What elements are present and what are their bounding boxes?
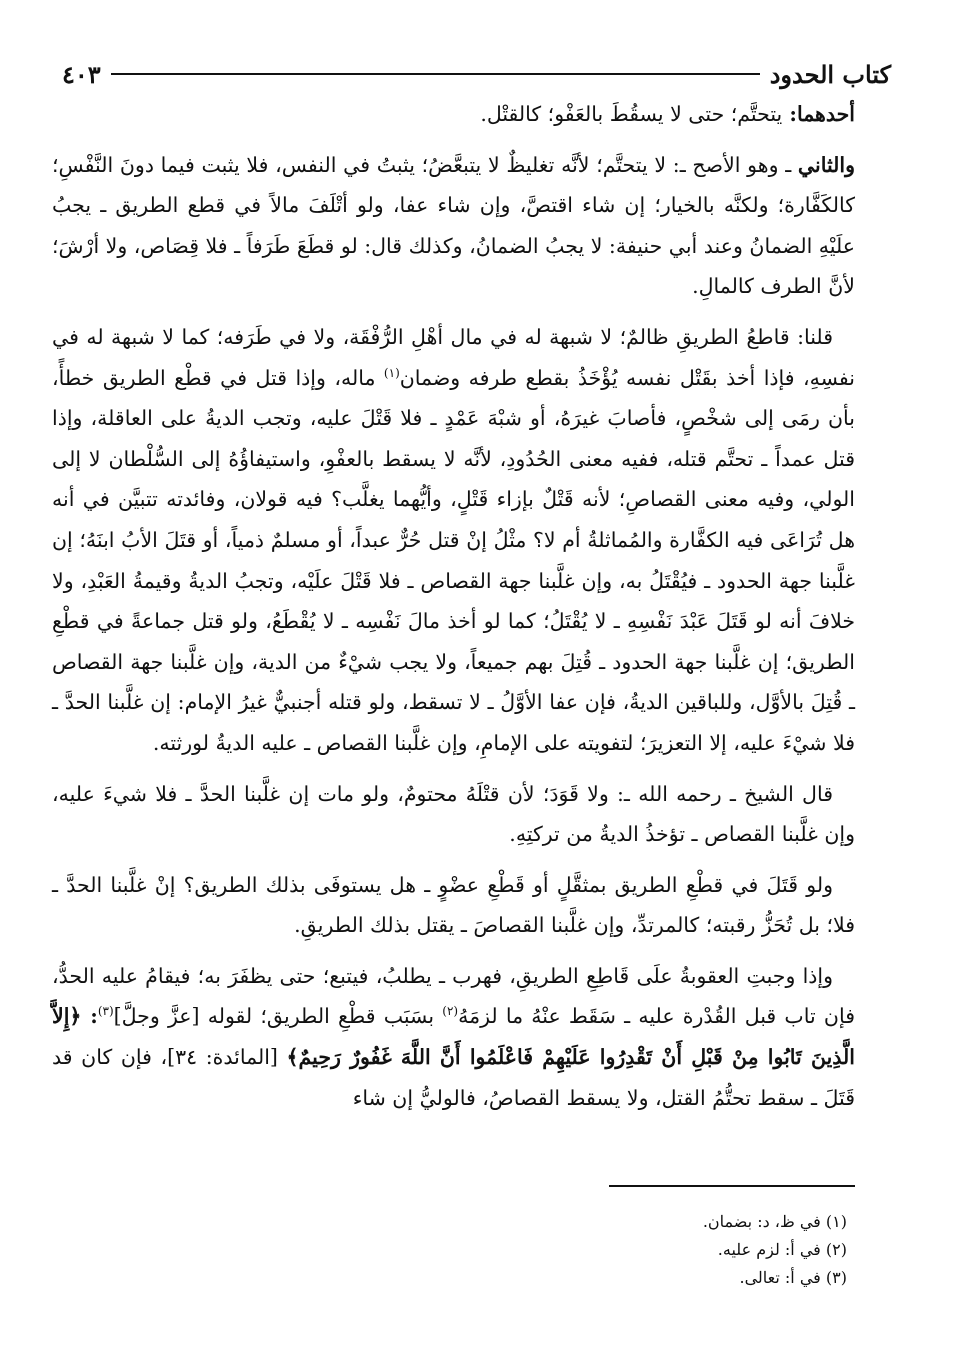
footnote-ref-3[interactable]: (٣) <box>97 1004 114 1019</box>
main-text <box>52 94 855 1118</box>
paragraph-text: قلنا: قاطعُ الطريقِ ظالمٌ؛ لا شبهة له في مال أهْلِ الرُّفْقَة، ولا في طَرَفه؛ كما لا شبهة له في نفسِهِ، فإذا أخذ بقَتْل نفسه يُؤْخَذُ بقطع طرفه وضمان <box>52 324 855 390</box>
paragraph-6 <box>52 956 855 1118</box>
footnote-ref-2[interactable]: (٢) <box>442 1004 459 1019</box>
footnote-2: (٢) في أ: لزم عليه. <box>717 1240 847 1259</box>
running-title: كتاب الحدود <box>769 59 891 89</box>
paragraph-text-cont: بسَبَب قطْعِ الطريق؛ لقوله [عزَّ وجلَّ] <box>113 1004 443 1029</box>
paragraph-text: ـ وهو الأصح ـ: لا يتحتَّم؛ لأنَّه تغليظٌ لا يتبعَّضُ؛ يثبتُ في النفس، فلا يثبت فيما دونَ النَّفْسِ؛ كالكَفَّارة؛ ولكنَّه بالخيار؛ إن شاء اقتصَّ، وإن شاء عفا، ولو أتْلَفَ مالاً في قطع الطريق ـ يجبُ علَيْهِ الضمانُ وعند أبي حنيفة: لا يجبُ الضمانُ، وكذلك قال: لو قطَعَ طَرَفاً ـ فلا قِصَاص، ولا أرْشَ؛ لأنَّ الطرف كالمالِ. <box>52 152 855 299</box>
paragraph-3 <box>52 317 855 764</box>
paragraph-text: ولو قَتَلَ في قطْعِ الطريق بمثقَّلٍ أو قَطْعِ عضْوٍ ـ هل يستوفَى بذلك الطريق؟ إنْ غلَّبنا الحدَّ ـ فلا؛ بل تُحَزُّ رقبته؛ كالمرتدِّ، وإن غلَّبنا القصاصَ ـ يقتل بذلك الطريقِ. <box>52 872 855 938</box>
paragraph-text: قال الشيخ ـ رحمه الله ـ: ولا قَوَدَ؛ لأن قتْلَهُ محتومٌ، ولو مات إن غلَّبنا الحدَّ ـ فلا شيءَ عليه، وإن غلَّبنا القصاص ـ تؤخذُ الديةُ من تركتِهِ. <box>52 781 855 847</box>
paragraph-2 <box>52 145 855 307</box>
paragraph-text: يتحتَّم؛ حتى لا يسقُطَ بالعَفْو؛ كالقتْل. <box>480 102 783 126</box>
footnote-ref-1[interactable]: (١) <box>383 365 400 380</box>
footnote-1: (١) في ظ، د: بضمان. <box>702 1212 847 1231</box>
paragraph-text-cont: ماله، وإذا قتل في قطْع الطريق خطأً، بأن رمَى إلى شخْصٍ، فأصابَ غيرَهُ، أو شبْهَ عَمْدٍ ـ فلا قَتْلَ عليه، وتجب الديةُ على العاقلة، وإذا قتل عمداً ـ تحتَّم قتله، ففيه معنى الحُدُودِ، لأنَّه لا يسقط بالعفْوِ، واستيفاؤُهُ إلى السُّلْطان لا إلى الولي، وفيه معنى القصاصِ؛ لأنه قَتْلٌ بإزاء قَتْلٍ، وأيُّهما يغلَّب؟ فيه قولان، وفائدته تتبيَّن في أنه هل تُرَاعَى فيه الكفَّارة والمُماثلةُ أم لا؟ مثْلُ إنْ قتل حُرٌّ عبداً، أو مسلمٌ ذمياً، أو قتَلَ الأبُ ابنَهُ؛ إن غلَّبنا جهة الحدود ـ فيُقْتَلُ به، وإن غلَّبنا جهة القصاص ـ فلا قَتْلَ علَيْه، وتجبُ الديةُ وقيمةُ العَبْدِ، ولا خلافَ أنه لو قَتَلَ عَبْدَ نَفْسِهِ ـ لا يُقْتَلُ؛ كما لو أخذ مالَ نَفْسِه ـ لا يُقْطَعُ، ولو قتل جماعةً في قطْعِ الطريق؛ إن غلَّبنا جهة الحدود ـ قُتِلَ بهم جميعاً، ولا يجب شيْءٌ من الدية، وإن غلَّبنا جهة القصاص ـ قُتِلَ بالأوَّل، وللباقين الديةُ، فإن عفا الأوَّلُ ـ لا تسقط، ولو قتله أجنبيٌّ غيرُ الإمام: إن غلَّبنا الحدَّ ـ فلا شيْءَ عليه، إلا التعزيرَ؛ لتفويته على الإمامِ، وإن غلَّبنا القصاص ـ عليه الديةُ لورثته. <box>52 365 855 755</box>
paragraph-5 <box>52 865 855 946</box>
header-rule <box>111 73 760 75</box>
footnote-3: (٣) في أ: تعالى. <box>739 1268 847 1287</box>
page-number: ٤٠٣ <box>62 59 101 89</box>
paragraph-4 <box>52 774 855 855</box>
footnotes <box>447 1208 847 1292</box>
quran-verse: : ﴿إِلاَّ الَّذِينَ تَابُوا مِنْ قَبْلِ أَنْ تَقْدِرُوا عَلَيْهِمْ فَاعْلَمُوا أَنَّ اللَّهَ غَفُورٌ رَحِيمٌ﴾ <box>52 1004 855 1070</box>
footnote-separator <box>609 1185 855 1187</box>
page-header <box>62 54 891 94</box>
paragraph-text-end: [المائدة: ٣٤]، فإن كان قد قَتَلَ ـ سقط تحتُّمُ القتل، ولا يسقط القصاصُ، فالوليُّ إن شاء <box>52 1045 855 1110</box>
paragraph-lead: والثاني <box>797 152 855 177</box>
paragraph-text: وإذا وجبتِ العقوبةُ علَى قَاطِعِ الطريقِ، فهرب ـ يطلبُ، فيتبع؛ حتى يظفَرَ به؛ فيقامُ عليه الحدُّ، فإن تاب قبل القُدْرة عليه ـ سَقَط عنْهُ ما لزمَهُ <box>52 963 856 1029</box>
paragraph-lead: أحدهما: <box>782 102 855 126</box>
paragraph-1 <box>52 94 855 135</box>
